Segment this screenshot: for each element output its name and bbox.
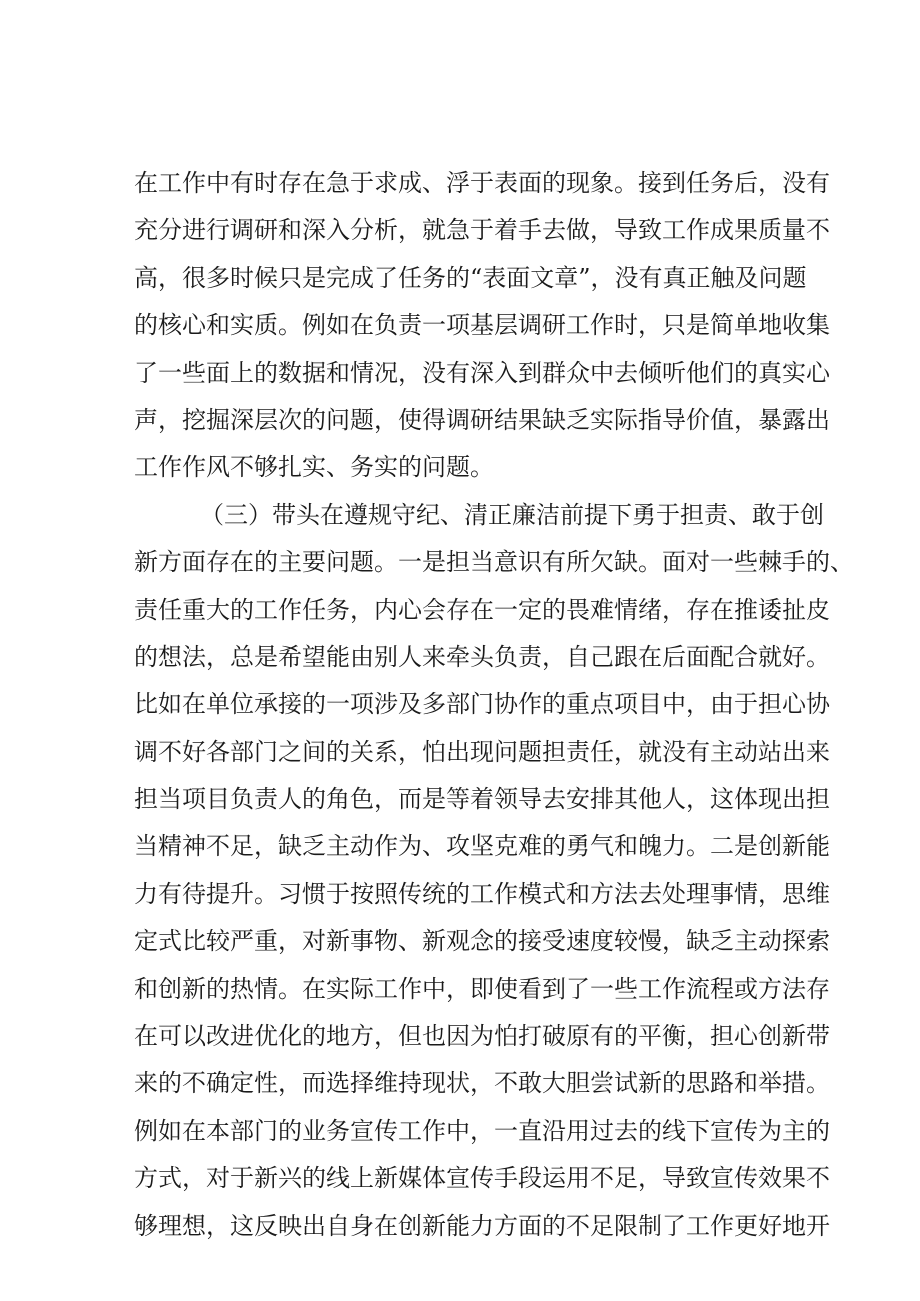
text-line: 新方面存在的主要问题。一是担当意识有所欠缺。面对一些棘手的、 xyxy=(134,548,854,577)
text-line: 责任重大的工作任务，内心会存在一定的畏难情绪，存在推诿扯皮 xyxy=(134,595,830,624)
text-line xyxy=(134,1250,794,1297)
text-line: 在可以改进优化的地方，但也因为怕打破原有的平衡，担心创新带 xyxy=(134,1022,830,1051)
text-line: 和创新的热情。在实际工作中，即使看到了一些工作流程或方法存 xyxy=(134,974,830,1003)
text-line: 比如在单位承接的一项涉及多部门协作的重点项目中，由于担心协 xyxy=(134,690,830,719)
text-line: 来的不确定性，而选择维持现状，不敢大胆尝试新的思路和举措。 xyxy=(134,1069,830,1098)
text-line: 够理想，这反映出自身在创新能力方面的不足限制了工作更好地开 xyxy=(134,1211,830,1240)
document-body xyxy=(134,160,854,1297)
text-line: 定式比较严重，对新事物、新观念的接受速度较慢，缺乏主动探索 xyxy=(134,927,830,956)
text-line: 在工作中有时存在急于求成、浮于表面的现象。接到任务后，没有 xyxy=(134,169,830,197)
text-line: 声，挖掘深层次的问题，使得调研结果缺乏实际指导价值，暴露出 xyxy=(134,405,830,434)
text-line: 当精神不足，缺乏主动作为、攻坚克难的勇气和魄力。二是创新能 xyxy=(134,832,830,861)
paragraph-2 xyxy=(134,492,854,1298)
text-line: 力有待提升。习惯于按照传统的工作模式和方法去处理事情，思维 xyxy=(134,879,830,908)
text-line: 方式，对于新兴的线上新媒体宣传手段运用不足，导致宣传效果不 xyxy=(134,1164,830,1193)
paragraph-1 xyxy=(134,160,830,492)
text-line: 的核心和实质。例如在负责一项基层调研工作时，只是简单地收集 xyxy=(134,311,830,340)
text-line: 工作作风不够扎实、务实的问题。 xyxy=(134,453,494,482)
text-line: 例如在本部门的业务宣传工作中，一直沿用过去的线下宣传为主的 xyxy=(134,1116,830,1145)
text-line: 高，很多时候只是完成了任务的“表面文章”，没有真正触及问题 xyxy=(134,263,807,292)
text-line: 充分进行调研和深入分析，就急于着手去做，导致工作成果质量不 xyxy=(134,216,830,245)
text-line: 的想法，总是希望能由别人来牵头负责，自己跟在后面配合就好。 xyxy=(134,642,830,671)
text-line: 担当项目负责人的角色，而是等着领导去安排其他人，这体现出担 xyxy=(134,785,830,814)
text-line: 调不好各部门之间的关系，怕出现问题担责任，就没有主动站出来 xyxy=(134,737,830,766)
text-line: 了一些面上的数据和情况，没有深入到群众中去倾听他们的真实心 xyxy=(134,358,830,387)
section-heading-line: （三）带头在遵规守纪、清正廉洁前提下勇于担责、敢于创 xyxy=(200,500,824,529)
